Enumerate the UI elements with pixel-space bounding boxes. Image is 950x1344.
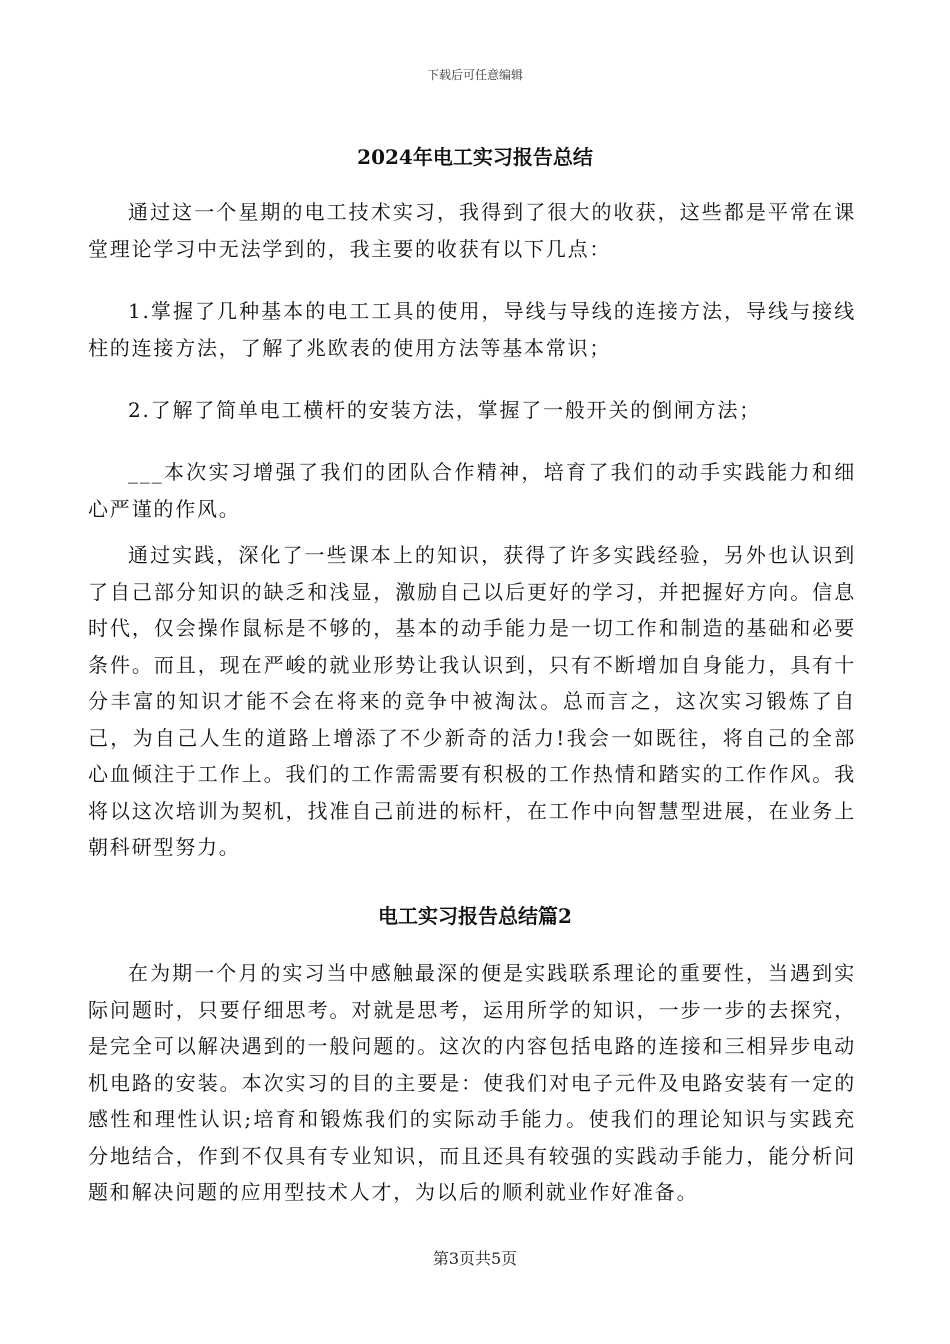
paragraph: ___本次实习增强了我们的团队合作精神，培育了我们的动手实践能力和细心严谨的作风。 — [88, 460, 856, 521]
paragraph: 在为期一个月的实习当中感触最深的便是实践联系理论的重要性，当遇到实际问题时，只要仔细思考。对就是思考，运用所学的知识，一步一步的去探究，是完全可以解决遇到的一般问题的。这次的内容包括电路的连接和三相异步电动机电路的安装。本次实习的目的主要是：使我们对电子元件及电路安装有一定的感性和理性认识;培育和锻炼我们的实际动手能力。使我们的理论知识与实践充分地结合，作到不仅具有专业知识，而且还具有较强的实践动手能力，能分析问题和解决问题的应用型技术人才，为以后的顺利就业作好准备。 — [88, 961, 856, 1204]
paragraph: 通过实践，深化了一些课本上的知识，获得了许多实践经验，另外也认识到了自己部分知识的缺乏和浅显，激励自己以后更好的学习，并把握好方向。信息时代，仅会操作鼠标是不够的，基本的动手能力是一切工作和制造的基础和必要条件。而且，现在严峻的就业形势让我认识到，只有不断增加自身能力，具有十分丰富的知识才能不会在将来的竞争中被淘汰。总而言之，这次实习锻炼了自己，为自己人生的道路上增添了不少新奇的活力!我会一如既往，将自己的全部心血倾注于工作上。我们的工作需需要有积极的工作热情和踏实的工作作风。我将以这次培训为契机，找准自己前进的标杆，在工作中向智慧型进展，在业务上朝科研型努力。 — [88, 543, 856, 859]
header-note: 下载后可任意编辑 — [426, 68, 523, 82]
section-title-1: 2024年电工实习报告总结 — [357, 145, 593, 169]
paragraph: 2.了解了简单电工横杆的安装方法，掌握了一般开关的倒闸方法； — [128, 398, 762, 422]
section-title-2: 电工实习报告总结篇2 — [378, 904, 572, 928]
paragraph: 通过这一个星期的电工技术实习，我得到了很大的收获，这些都是平常在课堂理论学习中无法学到的，我主要的收获有以下几点： — [88, 200, 856, 261]
paragraph: 1.掌握了几种基本的电工工具的使用，导线与导线的连接方法，导线与接线柱的连接方法，了解了兆欧表的使用方法等基本常识； — [88, 299, 856, 360]
page-number: 第3页共5页 — [432, 1249, 518, 1268]
